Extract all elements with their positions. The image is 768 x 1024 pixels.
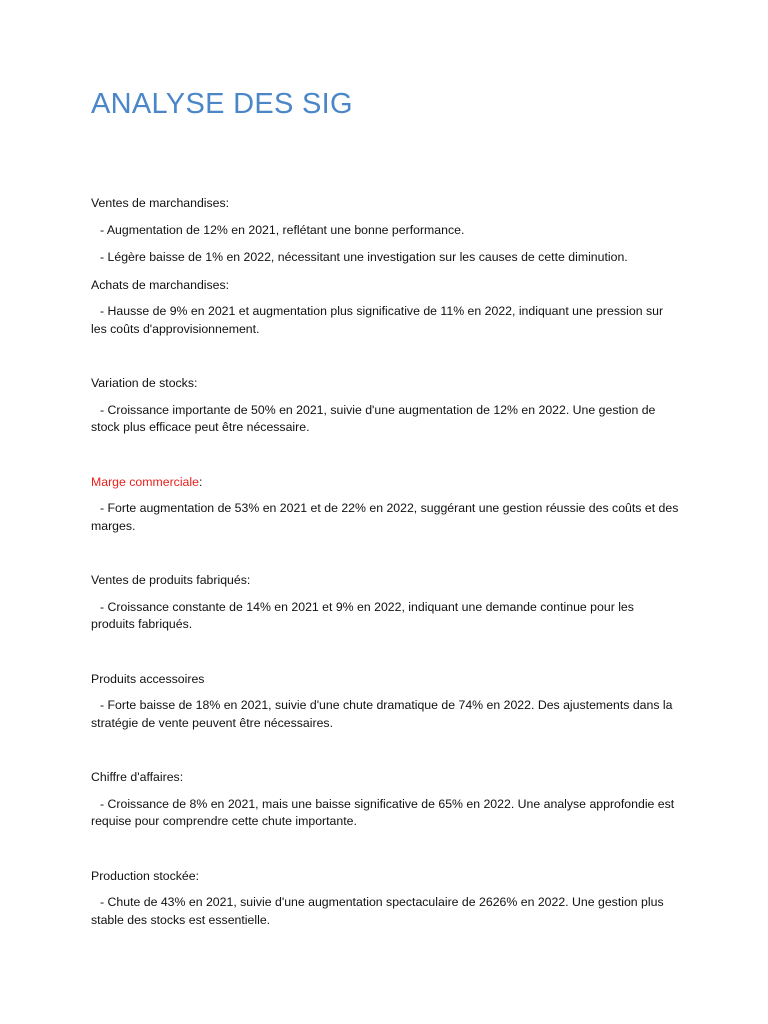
section-heading-ventes-produits-fabriques: Ventes de produits fabriqués: [91,573,251,587]
section-heading-ventes-marchandises: Ventes de marchandises: [91,196,230,210]
bullet-ventes-marchandises-2: - Légère baisse de 1% en 2022, nécessitant une investigation sur les causes de cette diminution. [100,250,628,264]
spacer [91,338,681,375]
spacer [91,267,681,277]
bullet-production-stockee: - Chute de 43% en 2021, suivie d'une augmentation spectaculaire de 2626% en 2022. Une gestion plus stable des stocks est essentielle. [91,895,664,927]
heading-suffix: : [198,474,203,489]
spacer [91,634,681,671]
spacer [91,437,681,474]
highlighted-heading-text: Marge commerciale [91,474,199,489]
section-heading-produits-accessoires: Produits accessoires [91,671,205,686]
spacer [91,831,681,868]
bullet-produits-accessoires: - Forte baisse de 18% en 2021, suivie d'une chute dramatique de 74% en 2022. Des ajustements dans la stratégie de vente peuvent être nécessaires. [91,698,673,730]
spacer [91,732,681,769]
bullet-variation-stocks: - Croissance importante de 50% en 2021, suivie d'une augmentation de 12% en 2022. Une gestion de stock plus efficace peut être nécessaire. [91,402,656,434]
document-body [91,195,681,929]
bullet-ventes-produits-fabriques: - Croissance constante de 14% en 2021 et 9% en 2022, indiquant une demande continue pour les produits fabriqués. [91,599,634,631]
document-title: ANALYSE DES SIG [91,88,353,120]
section-heading-marge-commerciale [91,474,681,492]
bullet-marge-commerciale: - Forte augmentation de 53% en 2021 et de 22% en 2022, suggérant une gestion réussie des coûts et des marges. [91,501,679,533]
section-heading-achats-marchandises: Achats de marchandises: [91,277,230,292]
bullet-achats-marchandises: - Hausse de 9% en 2021 et augmentation plus significative de 11% en 2022, indiquant une pression sur les coûts d'approvisionnement. [91,304,664,336]
spacer [91,535,681,572]
section-heading-chiffre-affaires: Chiffre d'affaires: [91,770,184,784]
bullet-ventes-marchandises-1: - Augmentation de 12% en 2021, reflétant une bonne performance. [100,222,465,237]
bullet-chiffre-affaires: - Croissance de 8% en 2021, mais une baisse significative de 65% en 2022. Une analyse approfondie est requise pour comprendre cette chute importante. [91,796,675,828]
section-heading-production-stockee: Production stockée: [91,868,200,883]
section-heading-variation-stocks: Variation de stocks: [91,376,198,390]
